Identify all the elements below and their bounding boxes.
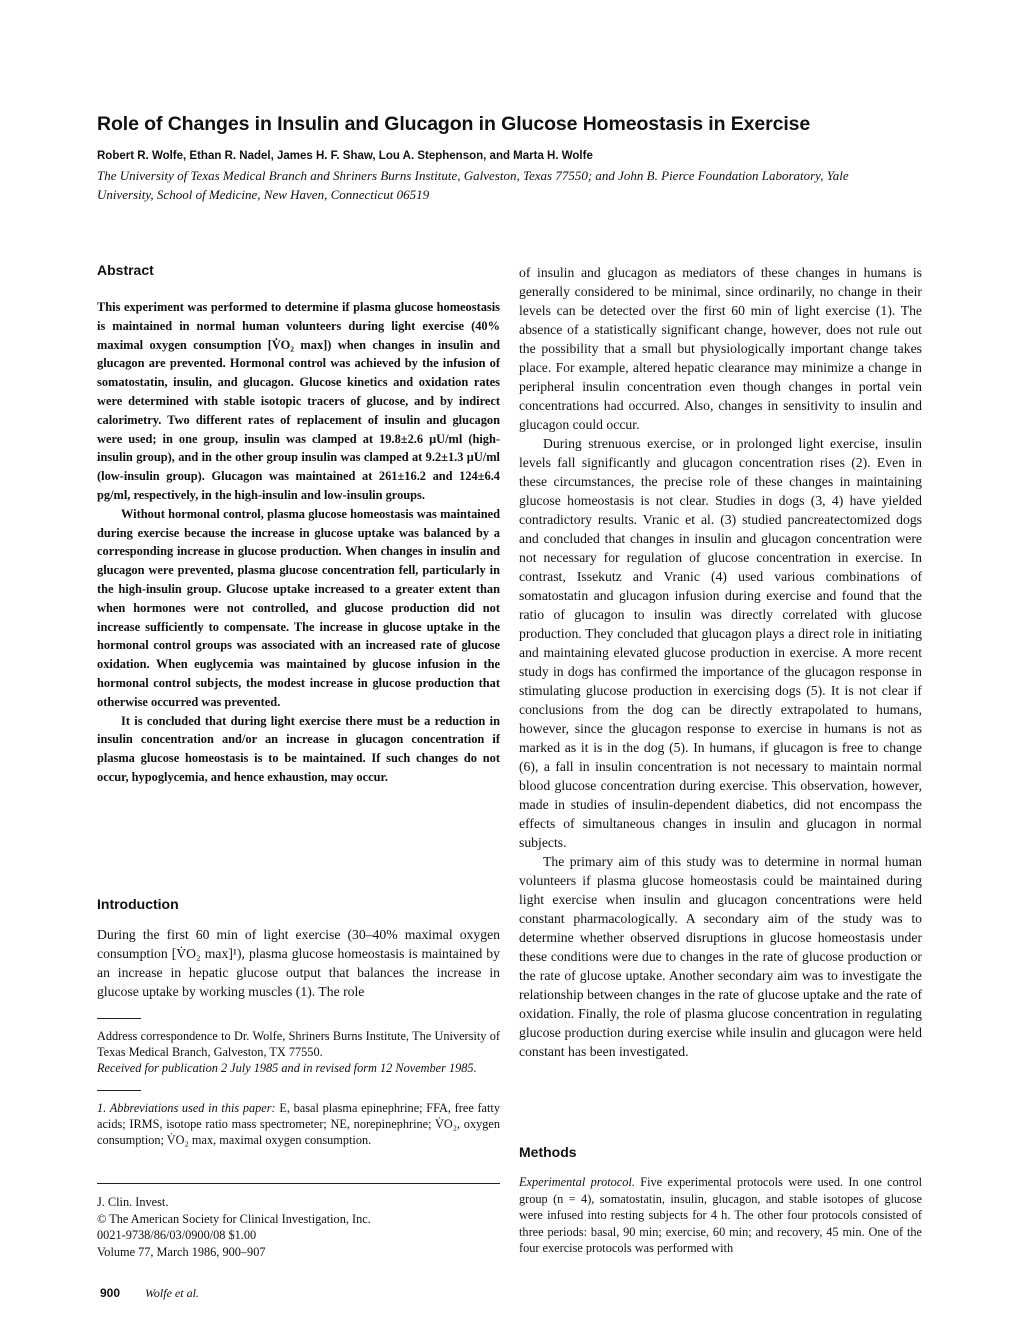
abbreviations-note [97, 1100, 500, 1149]
methods-text: Five experimental protocols were used. In one control group (n = 4), somatostatin, insulin, glucagon, and stable isotopes of glucose were infused into resting subjects for 4 h. The other four protocols consisted of three periods: basal, 90 min; exercise, 60 min; and recovery, 45 min. One of the four exercise protocols was performed with [519, 1175, 922, 1256]
abstract-paragraph: This experiment was performed to determine if plasma glucose homeostasis is maintained in normal human volunteers during light exercise (40% maximal oxygen consumption [V̇O₂ max]) when changes in insulin and glucagon are prevented. Hormonal control was achieved by the infusion of somatostatin, insulin, and glucagon. Glucose kinetics and oxidation rates were determined with stable isotopic tracers of glucose, and by indirect calorimetry. Two different rates of replacement of insulin and glucagon were used; in one group, insulin was clamped at 19.8±2.6 μU/ml (high-insulin group), and in the other group insulin was clamped at 9.2±1.3 μU/ml (low-insulin group). Glucagon was maintained at 261±16.2 and 124±6.4 pg/ml, respectively, in the high-insulin and low-insulin groups. [97, 300, 500, 502]
journal-name: J. Clin. Invest. [97, 1195, 169, 1209]
introduction-paragraph: During strenuous exercise, or in prolonged light exercise, insulin levels fall significantly and glucagon concentration rises (2). Even in these circumstances, the precise role of these changes in maintaining glucose homeostasis is not clear. Studies in dogs (3, 4) have yielded contradictory results. Vranic et al. (3) studied pancreatectomized dogs and concluded that changes in insulin and glucagon concentration were not necessary for regulation of glucose concentration in exercise. In contrast, Issekutz and Vranic (4) used various combinations of somatostatin and glucagon infusion during exercise and found that the ratio of glucagon to insulin was directly correlated with glucose production. They concluded that glucagon plays a direct role in initiating and maintaining elevated glucose production in exercise. A more recent study in dogs has confirmed the importance of the glucagon response in stimulating glucose production in exercising dogs (5). It is not clear if conclusions from the dog can be directly extrapolated to humans, however, since the glucagon response to exercise in humans is not as marked as it is in the dog (5). In humans, if glucagon is free to change (6), a fall in insulin concentration is not necessary to maintain normal blood glucose concentration during exercise. This observation, however, made in studies of insulin-dependent diabetics, did not encompass the effects of simultaneous changes in insulin and glucagon in normal subjects. [519, 436, 922, 850]
page-number: 900 [100, 1286, 121, 1300]
running-author: Wolfe et al. [145, 1286, 199, 1300]
abbreviations-text: E, basal plasma epinephrine; FFA, free fatty acids; IRMS, isotope ratio mass spectrometer; NE, norepinephrine; V̇O₂, oxygen consumption; V̇O₂ max, maximal oxygen consumption. [97, 1100, 500, 1148]
abbreviations-label: 1. Abbreviations used in this paper: [97, 1100, 276, 1115]
methods-paragraph [519, 1174, 922, 1257]
pubinfo-rule [97, 1183, 500, 1184]
affiliation: The University of Texas Medical Branch and Shriners Burns Institute, Galveston, Texas 77550; and John B. Pierce Foundation Laboratory, Yale University, School of Medicine, New Haven, Connecticut 06519 [97, 168, 849, 202]
introduction-section [97, 896, 500, 1001]
page-footer [100, 1286, 199, 1301]
introduction-continued [519, 263, 922, 1061]
abstract-section [97, 262, 500, 787]
introduction-heading: Introduction [97, 896, 179, 912]
correspondence-note: Address correspondence to Dr. Wolfe, Shriners Burns Institute, The University of Texas Medical Branch, Galveston, TX 77550. [97, 1029, 500, 1060]
abstract-heading: Abstract [97, 262, 154, 278]
volume-line: Volume 77, March 1986, 900–907 [97, 1244, 266, 1259]
article-title: Role of Changes in Insulin and Glucagon in Glucose Homeostasis in Exercise [97, 113, 811, 135]
abstract-paragraph: Without hormonal control, plasma glucose homeostasis was maintained during exercise because the increase in glucose uptake was balanced by a corresponding increase in glucose production. When changes in insulin and glucagon were prevented, plasma glucose concentration fell, particularly in the high-insulin group. Glucose uptake increased to a greater extent than when hormones were not controlled, and glucose production did not increase sufficiently to compensate. The increase in glucose uptake in the hormonal control groups was associated with an increased rate of glucose oxidation. When euglycemia was maintained by glucose infusion in the hormonal control subjects, the modest increase in glucose production that otherwise occurred was prevented. [97, 506, 500, 709]
issn-line: 0021-9738/86/03/0900/08 $1.00 [97, 1228, 257, 1242]
introduction-paragraph: of insulin and glucagon as mediators of these changes in humans is generally considered to be minimal, since ordinarily, no change in their levels can be detected over the first 60 min of light exercise (1). The absence of a statistically significant change, however, does not rule out the possibility that a small but physiologically important change takes place. For example, altered hepatic clearance may minimize a change in peripheral insulin concentration even though changes in portal vein concentrations had occurred. Also, changes in sensitivity to insulin and glucagon could occur. [519, 265, 922, 432]
methods-lead: Experimental protocol. [519, 1175, 635, 1189]
footnote-rule [97, 1090, 141, 1091]
methods-heading: Methods [519, 1144, 577, 1160]
methods-section [519, 1144, 922, 1257]
footnotes [97, 1018, 500, 1148]
author-list: Robert R. Wolfe, Ethan R. Nadel, James H. F. Shaw, Lou A. Stephenson, and Marta H. Wolfe [97, 150, 593, 162]
copyright-line: © The American Society for Clinical Investigation, Inc. [97, 1211, 371, 1226]
received-note: Received for publication 2 July 1985 and in revised form 12 November 1985. [97, 1061, 477, 1076]
publication-info [97, 1183, 500, 1260]
introduction-paragraph: During the first 60 min of light exercise (30–40% maximal oxygen consumption [V̇O₂ max]¹), plasma glucose homeostasis is maintained by an increase in hepatic glucose output that balances the increase in glucose uptake by working muscles (1). The role [97, 927, 500, 999]
footnote-rule [97, 1018, 141, 1019]
abstract-paragraph: It is concluded that during light exercise there must be a reduction in insulin concentration and/or an increase in glucagon concentration if plasma glucose homeostasis is to be maintained. If such changes do not occur, hypoglycemia, and hence exhaustion, may occur. [97, 713, 500, 784]
introduction-paragraph: The primary aim of this study was to determine in normal human volunteers if plasma glucose homeostasis could be maintained during light exercise when insulin and glucagon concentrations were held constant pharmacologically. A secondary aim of the study was to determine whether observed disruptions in glucose homeostasis under these conditions were due to changes in the rate of glucose production or the rate of glucose uptake. Another secondary aim was to investigate the relationship between changes in the rate of glucose uptake and the rate of oxidation. Finally, the role of plasma glucose concentration in regulating glucose production during exercise while insulin and glucagon were held constant has been investigated. [519, 854, 922, 1059]
